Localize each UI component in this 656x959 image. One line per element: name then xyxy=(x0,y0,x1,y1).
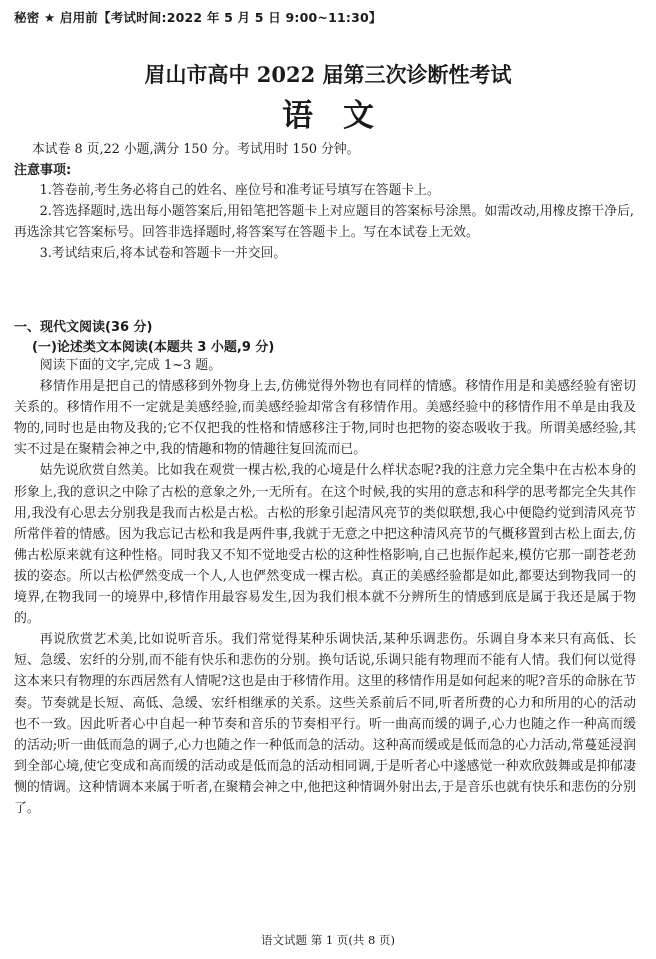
exam-intro: 本试卷 8 页,22 小题,满分 150 分。考试用时 150 分钟。 xyxy=(32,142,360,157)
passage-paragraph: 移情作用是把自己的情感移到外物身上去,仿佛觉得外物也有同样的情感。移情作用是和美感经验有密切关系的。移情作用不一定就是美感经验,而美感经验却常含有移情作用。美感经验中的移情作用不单是由我及物的,同时也是由物及我的;它不仅把我的性格和情感移注于物,同时也把物的姿态吸收于我。所谓美感经验,其实不过是在聚精会神之中,我的情趣和物的情趣往复回流而已。 xyxy=(14,379,636,458)
reading-passage xyxy=(14,355,636,819)
notice-item: 3.考试结束后,将本试卷和答题卡一并交回。 xyxy=(39,246,287,261)
subject-title: 语文 xyxy=(282,98,404,134)
passage-paragraph: 再说欣赏艺术美,比如说听音乐。我们常觉得某种乐调快活,某种乐调悲伤。乐调自身本来只有高低、长短、急缓、宏纤的分别,而不能有快乐和悲伤的分别。换句话说,乐调只能有物理而不能有人情。我们何以觉得这本来只有物理的东西居然有人情呢?这也是由于移情作用。这里的移情作用是如何起来的呢?音乐的命脉在节奏。节奏就是长短、高低、急缓、宏纤相继承的关系。这些关系前后不同,听者所费的心力和所用的心的活动也不一致。因此听者心中自起一种节奏和音乐的节奏相平行。听一曲高而缓的调子,心力也随之作一种高而缓的活动;听一曲低而急的调子,心力也随之作一种低而急的活动。这种高而缓或是低而急的心力活动,常蔓延浸润到全部心境,使它变成和高而缓的活动或是低而急的活动相同调,于是听者心中遂感觉一种欢欣鼓舞或是抑郁凄恻的情调。这种情调本来属于听者,在聚精会神之中,他把这种情调外射出去,于是音乐也就有快乐和悲伤的分别了。 xyxy=(14,632,636,816)
section-heading: 一、现代文阅读(36 分) xyxy=(14,320,153,335)
confidential-header: 秘密 ★ 启用前【考试时间:2022 年 5 月 5 日 9:00~11:30】 xyxy=(14,10,382,25)
notice-item: 1.答卷前,考生务必将自己的姓名、座位号和准考证号填写在答题卡上。 xyxy=(39,183,440,198)
notice-heading: 注意事项: xyxy=(14,163,72,178)
exam-title: 眉山市高中 2022 届第三次诊断性考试 xyxy=(144,62,512,87)
notice-list xyxy=(14,180,634,264)
passage-paragraph: 阅读下面的文字,完成 1~3 题。 xyxy=(39,358,222,373)
page-footer: 语文试题 第 1 页(共 8 页) xyxy=(261,933,395,947)
subsection-heading: (一)论述类文本阅读(本题共 3 小题,9 分) xyxy=(32,340,275,355)
notice-item: 2.答选择题时,选出每小题答案后,用铅笔把答题卡上对应题目的答案标号涂黑。如需改动,用橡皮擦干净后,再选涂其它答案标号。回答非选择题时,将答案写在答题卡上。写在本试卷上无效。 xyxy=(14,204,634,240)
passage-paragraph: 姑先说欣赏自然美。比如我在观赏一棵古松,我的心境是什么样状态呢?我的注意力完全集中在古松本身的形象上,我的意识之中除了古松的意象之外,一无所有。在这个时候,我的实用的意志和科学的思考都完全失其作用,我没有心思去分别我是我而古松是古松。古松的形象引起清风亮节的类似联想,我心中便隐约觉到清风亮节所常伴着的情感。因为我忘记古松和我是两件事,我就于无意之中把这种清风亮节的气概移置到古松上面去,仿佛古松原来就有这种性格。同时我又不知不觉地受古松的这种性格影响,自己也振作起来,模仿它那一副苍老劲拔的姿态。所以古松俨然变成一个人,人也俨然变成一棵古松。真正的美感经验都是如此,都要达到物我同一的境界,在物我同一的境界中,移情作用最容易发生,因为我们根本就不分辨所生的情感到底是属于我还是属于物的。 xyxy=(14,463,636,627)
